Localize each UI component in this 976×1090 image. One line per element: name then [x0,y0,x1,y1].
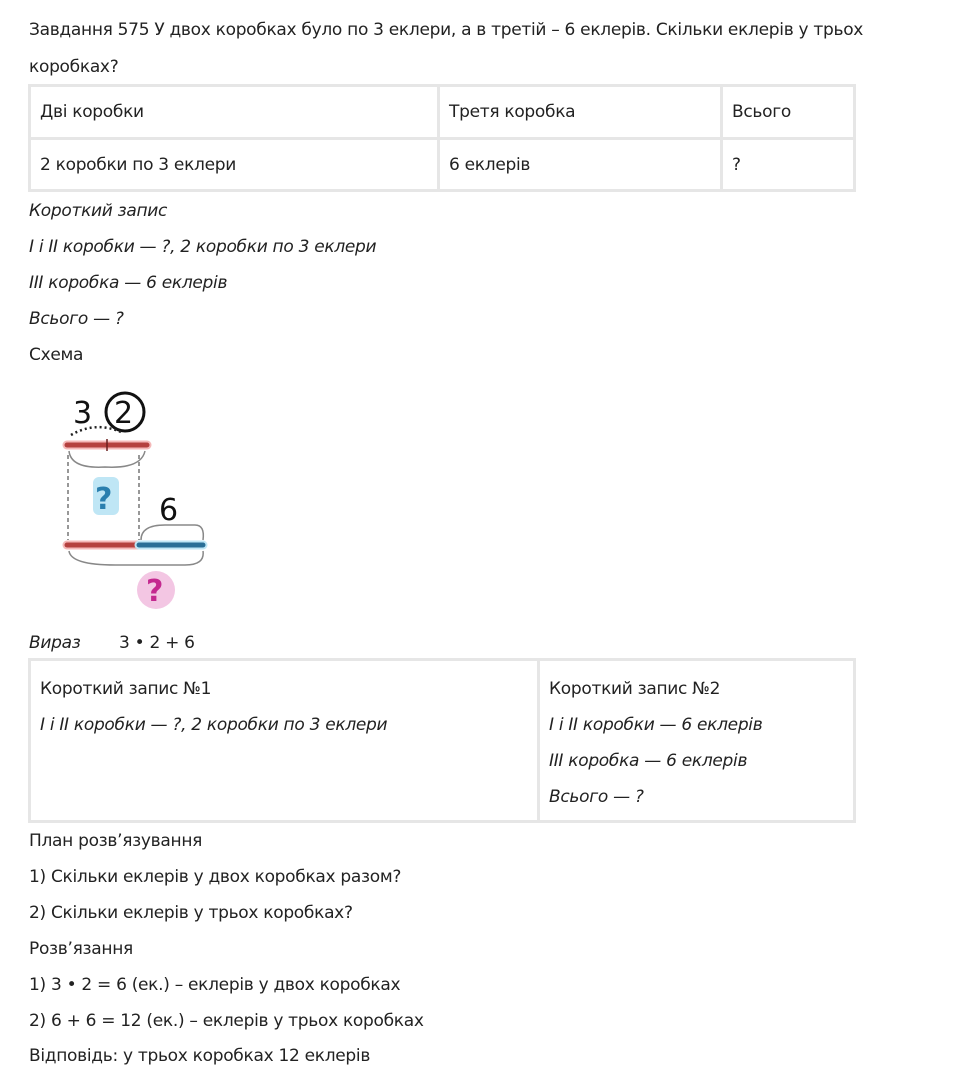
short-note-line: Всього — ? [29,309,124,329]
header-cell: Дві коробки [30,86,439,139]
table-row [30,660,855,822]
table-row [30,139,855,191]
table-cell: ? [722,139,855,191]
plan-step: 2) Скільки еклерів у трьох коробках? [29,903,353,923]
short-note-line: III коробка — 6 еклерів [29,273,228,293]
short-note-line: I і II коробки — ?, 2 коробки по 3 еклери [29,237,377,257]
table-cell: 2 коробки по 3 еклери [30,139,439,191]
task-title-line-2: коробках? [29,57,119,77]
scheme-label-2: 2 [114,396,134,431]
solution-step: 2) 6 + 6 = 12 (ек.) – еклерів у трьох коробках [29,1011,424,1031]
answer: Відповідь: у трьох коробках 12 еклерів [29,1046,371,1066]
expression-label: Вираз [29,633,81,653]
scheme-heading: Схема [29,345,84,365]
short-note-1-heading: Короткий запис №1 [40,679,212,699]
solution-step: 1) 3 • 2 = 6 (ек.) – еклерів у двох коробках [29,975,401,995]
short-note-2-line: Всього — ? [549,787,644,807]
solution-heading: Розв’язання [29,939,133,959]
short-note-heading: Короткий запис [29,201,168,221]
question-mark-2: ? [146,574,164,609]
expression-value: 3 • 2 + 6 [119,633,195,653]
scheme-label-6: 6 [159,493,179,528]
short-notes-table [28,658,856,823]
plan-step: 1) Скільки еклерів у двох коробках разом? [29,867,402,887]
short-note-2-cell [539,660,855,822]
short-note-1-line: I і II коробки — ?, 2 коробки по 3 еклери [40,715,388,735]
short-note-2-line: I і II коробки — 6 еклерів [549,715,763,735]
table-header-row [30,86,855,139]
short-note-1-cell [30,660,539,822]
header-cell: Третя коробка [439,86,722,139]
table-cell: 6 еклерів [439,139,722,191]
brace-bottom [69,551,203,565]
task-title-line-1: Завдання 575 У двох коробках було по 3 еклери, а в третій – 6 еклерів. Скільки еклерів у трьох [29,20,864,40]
question-mark-1: ? [95,482,113,517]
scheme-diagram [55,385,230,615]
short-note-2-line: III коробка — 6 еклерів [549,751,748,771]
scheme-label-3: 3 [73,396,93,431]
short-note-2-heading: Короткий запис №2 [549,679,721,699]
plan-heading: План розв’язування [29,831,203,851]
data-table [28,84,856,192]
header-cell: Всього [722,86,855,139]
brace-top [69,451,145,467]
